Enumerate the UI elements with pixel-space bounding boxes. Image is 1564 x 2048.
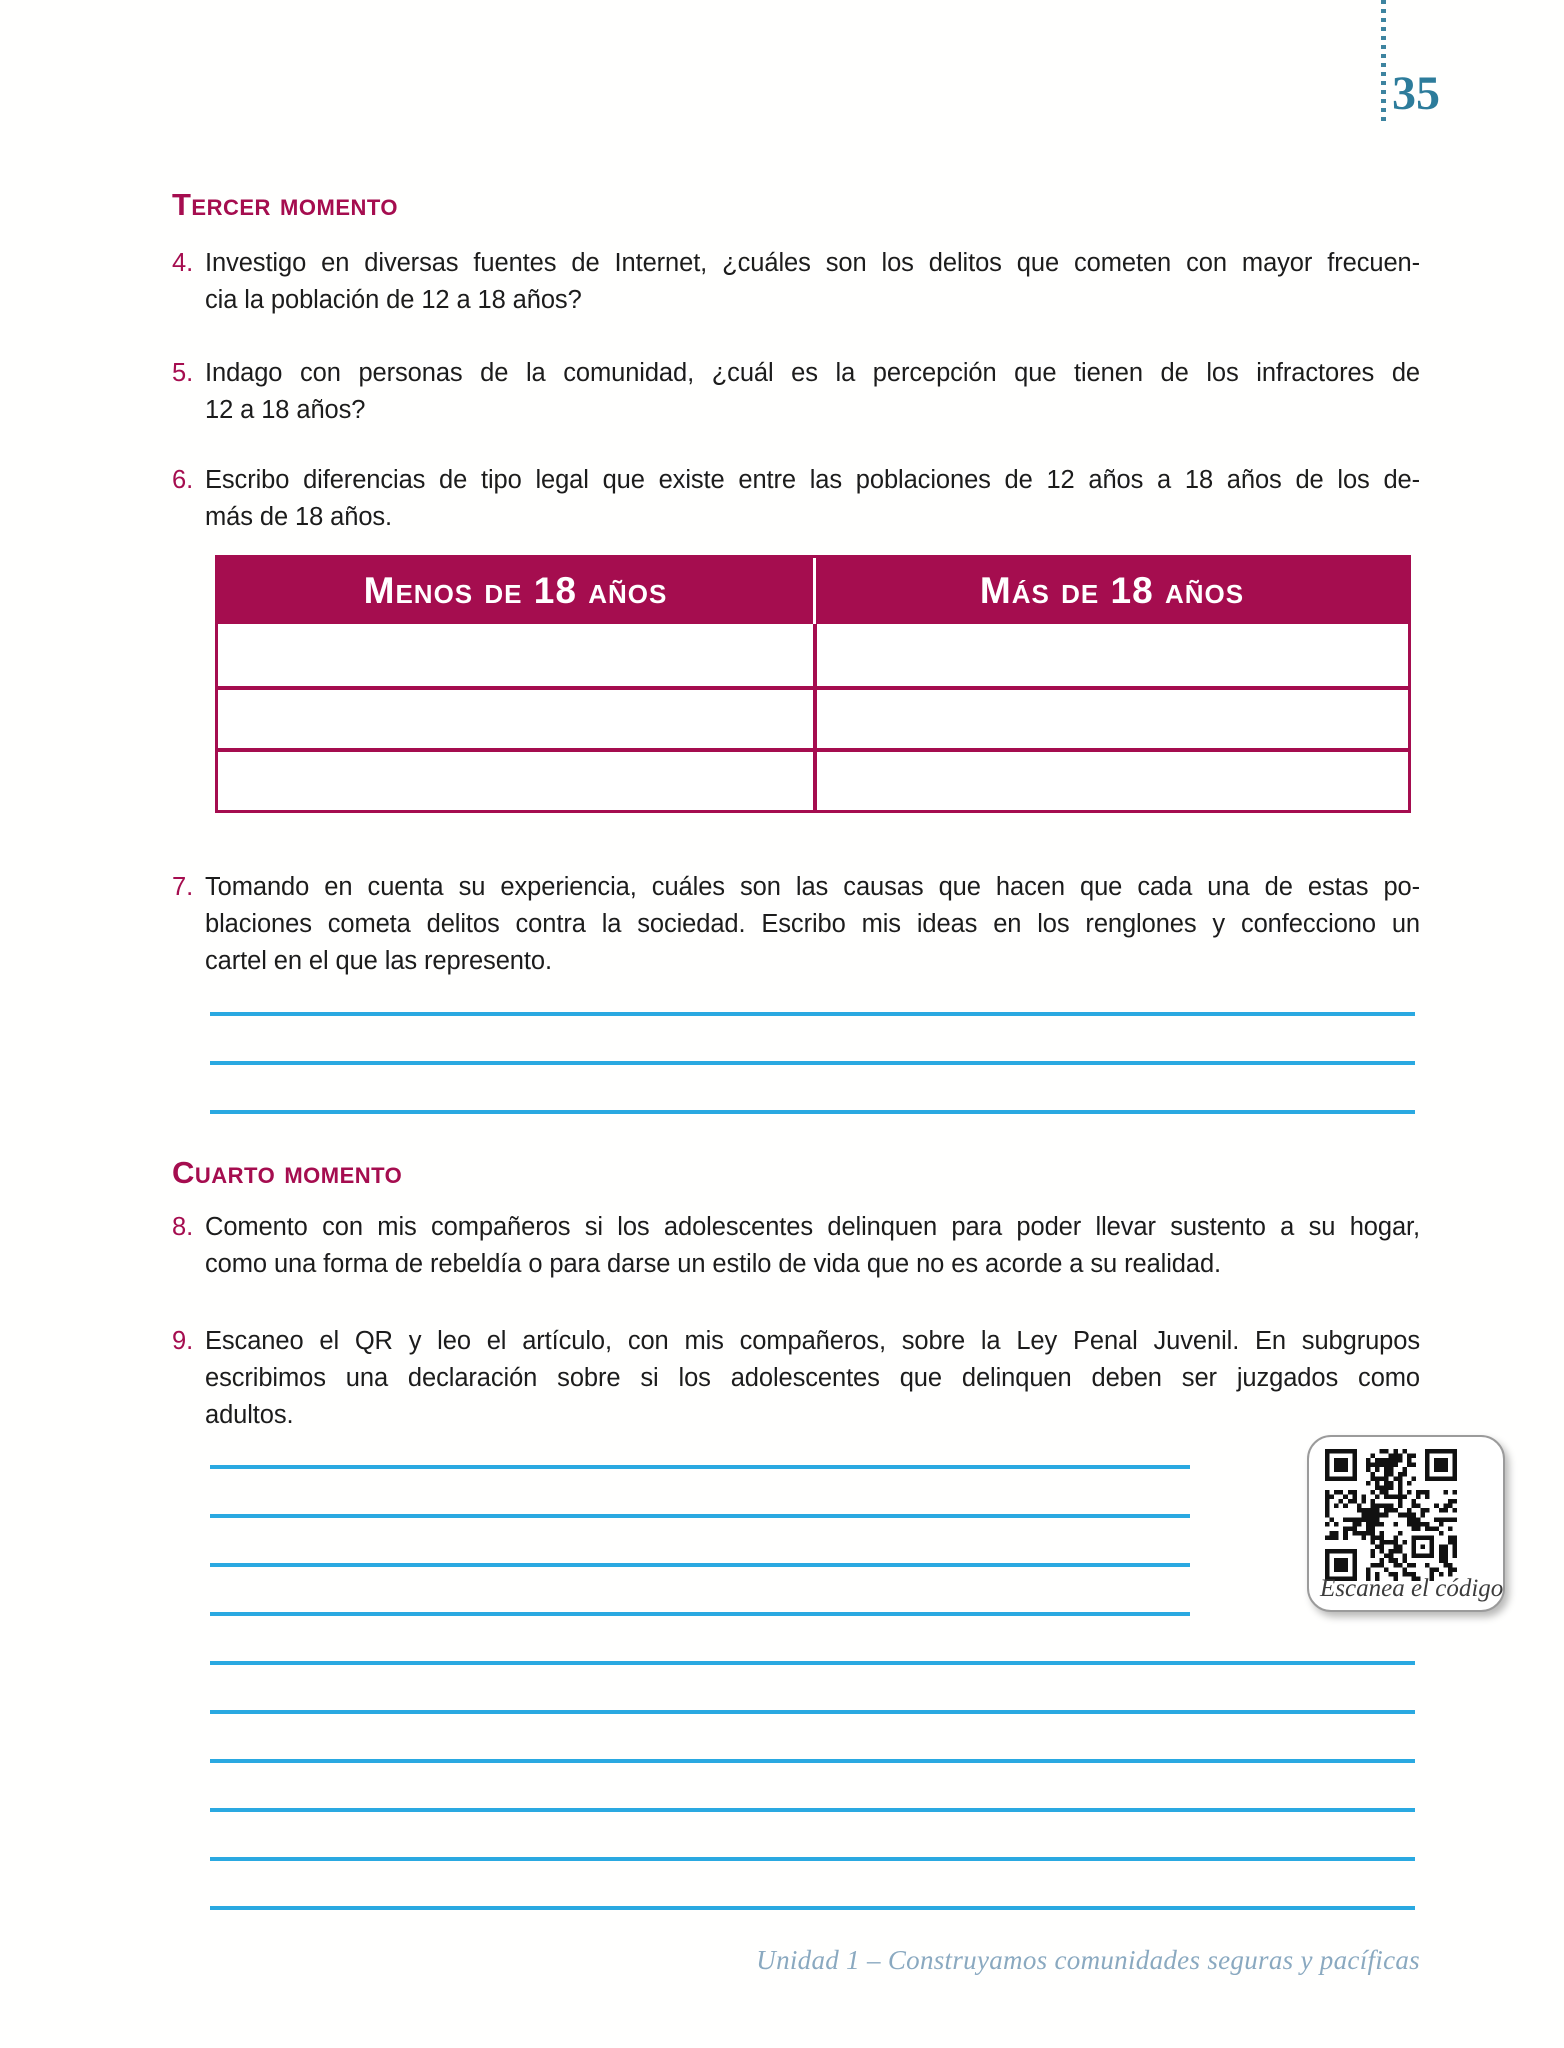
table-cell-empty	[813, 752, 1408, 810]
table-row	[218, 686, 1408, 748]
write-line	[210, 1567, 1190, 1616]
item-text-line: cia la población de 12 a 18 años?	[205, 286, 582, 314]
write-line	[210, 1616, 1415, 1665]
item-text-line: Comento con mis compañeros si los adolescentes delinquen para poder llevar sustento a su hogar,	[205, 1213, 1420, 1241]
write-line	[210, 1434, 1190, 1469]
item-text-line: escribimos una declaración sobre si los adolescentes que delinquen deben ser juzgados como	[205, 1364, 1420, 1392]
write-line	[210, 1469, 1190, 1518]
item-text	[205, 1323, 1420, 1434]
write-line	[210, 1812, 1415, 1861]
item-text-line: 12 a 18 años?	[205, 396, 366, 424]
item-text	[205, 869, 1420, 980]
table-header-mas-18: Más de 18 años	[813, 558, 1408, 624]
item-text-line: blaciones cometa delitos contra la sociedad. Escribo mis ideas en los renglones y confecciono un	[205, 910, 1420, 938]
table-row	[218, 624, 1408, 686]
item-text	[205, 1209, 1420, 1283]
item-text-line: adultos.	[205, 1401, 294, 1429]
item-number: 5.	[172, 359, 194, 387]
table-header-menos-18: Menos de 18 años	[363, 570, 668, 611]
item-number: 4.	[172, 249, 194, 277]
item-text	[205, 462, 1420, 536]
table-cell-empty	[813, 624, 1408, 686]
qr-panel	[1307, 1435, 1505, 1612]
item-number: 8.	[172, 1213, 194, 1241]
page-number: 35	[1392, 67, 1440, 120]
item-text-line: Indago con personas de la comunidad, ¿cuál es la percepción que tienen de los infractores de	[205, 359, 1420, 387]
write-lines-item-7	[210, 980, 1415, 1114]
item-text-line: más de 18 años.	[205, 503, 393, 531]
qr-code	[1325, 1449, 1457, 1581]
footer-unit-title: Unidad 1 – Construyamos comunidades seguras y pacíficas	[756, 1945, 1420, 1975]
item-text-line: como una forma de rebeldía o para darse un estilo de vida que no es acorde a su realidad.	[205, 1250, 1222, 1278]
write-line	[210, 1016, 1415, 1065]
write-line	[210, 1065, 1415, 1114]
page-content	[172, 185, 1420, 1910]
item-text	[205, 355, 1420, 429]
write-lines-beside-qr	[210, 1434, 1190, 1616]
item-text-line: Investigo en diversas fuentes de Internet, ¿cuáles son los delitos que cometen con mayor frecuen-	[205, 249, 1420, 277]
exercise-item-5	[172, 355, 1420, 429]
item-number: 7.	[172, 873, 194, 901]
item-text-line: cartel en el que las represento.	[205, 947, 552, 975]
exercise-item-4	[172, 245, 1420, 319]
write-line	[210, 1714, 1415, 1763]
write-lines-bottom	[210, 1616, 1415, 1910]
section-heading-tercer-momento: Tercer momento	[172, 187, 399, 222]
item-number: 9.	[172, 1327, 194, 1355]
write-line	[210, 1518, 1190, 1567]
exercise-item-6	[172, 462, 1420, 536]
table-cell-empty	[218, 752, 813, 810]
write-line	[210, 980, 1415, 1016]
write-line	[210, 1861, 1415, 1910]
item-text-line: Tomando en cuenta su experiencia, cuáles son las causas que hacen que cada una de estas po-	[205, 873, 1420, 901]
item-text	[205, 245, 1420, 319]
item-text-line: Escaneo el QR y leo el artículo, con mis compañeros, sobre la Ley Penal Juvenil. En subgrupos	[205, 1327, 1420, 1355]
comparison-table-header-row	[218, 558, 1408, 624]
dotted-line-decoration	[1381, 0, 1386, 126]
table-cell-empty	[218, 624, 813, 686]
qr-caption: Escanea el código	[1320, 1575, 1504, 1602]
item-number: 6.	[172, 466, 194, 494]
table-cell-empty	[813, 690, 1408, 748]
write-line	[210, 1665, 1415, 1714]
item-text-line: Escribo diferencias de tipo legal que existe entre las poblaciones de 12 años a 18 años de los de-	[205, 466, 1420, 494]
exercise-item-8	[172, 1209, 1420, 1283]
table-row	[218, 748, 1408, 810]
comparison-table	[215, 555, 1411, 813]
table-cell-empty	[218, 690, 813, 748]
write-line	[210, 1763, 1415, 1812]
exercise-item-7	[172, 869, 1420, 980]
exercise-item-9	[172, 1323, 1420, 1434]
section-heading-cuarto-momento: Cuarto momento	[172, 1155, 403, 1190]
